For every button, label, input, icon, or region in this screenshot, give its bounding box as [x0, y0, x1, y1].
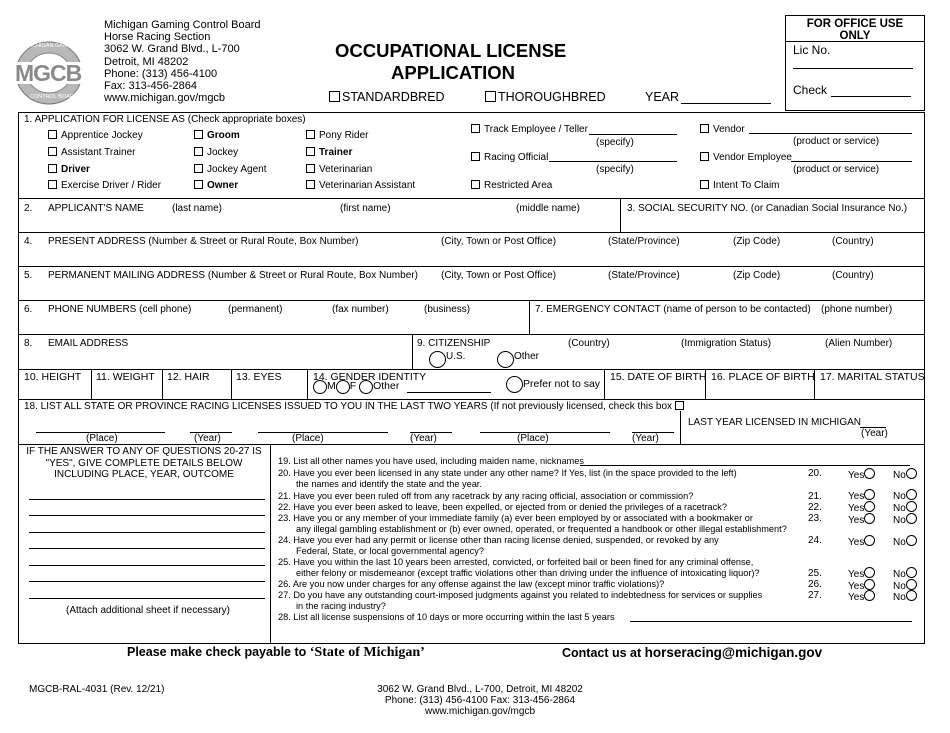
answer-num: 23.: [808, 513, 822, 524]
not-licensed-checkbox[interactable]: [675, 401, 684, 410]
answer-num: 21.: [808, 491, 822, 502]
dob-label: 15. DATE OF BIRTH: [610, 371, 707, 383]
opt-trainer[interactable]: [306, 147, 352, 159]
specify-label: (specify): [596, 137, 634, 148]
gender-m-radio[interactable]: [313, 380, 327, 394]
place-label: (Place): [517, 433, 549, 444]
yes-radio[interactable]: [864, 590, 875, 601]
opt-driver[interactable]: [48, 164, 90, 176]
label: Veterinarian Assistant: [319, 180, 416, 191]
thoroughbred-checkbox[interactable]: [485, 91, 496, 102]
immigration-status-label: (Immigration Status): [681, 338, 772, 349]
no-option[interactable]: [893, 468, 917, 482]
org-line: Phone: (313) 456-4100: [104, 67, 218, 80]
opt-jockey[interactable]: [194, 147, 238, 159]
lic-no-label: Lic No.: [793, 43, 831, 57]
gender-prefer-option[interactable]: [506, 376, 600, 393]
checkbox[interactable]: [700, 152, 709, 161]
opt-jockey-agent[interactable]: [194, 164, 266, 176]
no-radio[interactable]: [906, 468, 917, 479]
contact-email[interactable]: horseracing@michigan.gov: [644, 645, 823, 660]
gender-label: 14. GENDER IDENTITY: [313, 371, 427, 383]
question-28: 28. List all license suspensions of 10 days or more occurring within the last 5 years: [278, 612, 615, 622]
opt-pony-rider[interactable]: [306, 130, 368, 142]
label: Vendor: [713, 124, 745, 135]
no-radio[interactable]: [906, 489, 917, 500]
alien-number-label: (Alien Number): [825, 338, 893, 349]
no-radio[interactable]: [906, 590, 917, 601]
citizenship-us-option[interactable]: [429, 351, 465, 368]
check-field[interactable]: [831, 96, 911, 97]
year-field[interactable]: [681, 103, 771, 104]
state-label: (State/Province): [608, 236, 680, 247]
no-label: No: [893, 592, 906, 603]
vendor-field[interactable]: [749, 133, 912, 134]
citizenship-other-option[interactable]: [497, 351, 539, 368]
opt-groom[interactable]: [194, 130, 240, 142]
label: Apprentice Jockey: [61, 130, 143, 141]
gender-m-label: M: [327, 380, 336, 392]
mgcb-logo: [14, 40, 84, 106]
zip-label: (Zip Code): [733, 236, 781, 247]
question-24-cont: Federal, State, or local governmental agency?: [296, 546, 484, 556]
phone-label: PHONE NUMBERS (cell phone): [48, 304, 192, 315]
answer-num: 20.: [808, 468, 822, 479]
answer-num: 22.: [808, 502, 822, 513]
org-line: www.michigan.gov/mgcb: [104, 92, 226, 105]
question-21: 21. Have you ever been ruled off from any racetrack by any racing official, association or commission?: [278, 491, 694, 501]
checkbox[interactable]: [48, 164, 57, 173]
question-27-cont: in the racing industry?: [296, 601, 386, 611]
yes-label: Yes: [848, 470, 865, 481]
question-23: 23. Have you or any member of your immediate family (a) ever been employed by or associated with a bookmaker or: [278, 513, 753, 523]
details-line[interactable]: [29, 598, 265, 599]
prefer-not-label: Prefer not to say: [523, 378, 601, 390]
label: Assistant Trainer: [61, 147, 136, 158]
s1-heading: 1. APPLICATION FOR LICENSE AS (Check appropriate boxes): [24, 114, 306, 125]
opt-restricted-area[interactable]: [471, 180, 552, 192]
opt-exercise-driver[interactable]: [48, 180, 161, 192]
fax-label: (fax number): [332, 304, 389, 315]
footer-address: [360, 684, 600, 717]
no-label: No: [893, 470, 906, 481]
yes-option[interactable]: [848, 513, 875, 527]
instruction-line: IF THE ANSWER TO ANY OF QUESTIONS 20-27 IS: [26, 446, 262, 457]
payable-name: ‘State of Michigan’: [309, 645, 425, 660]
yes-radio[interactable]: [864, 501, 875, 512]
form-title-line2: APPLICATION: [391, 62, 516, 83]
no-label: No: [893, 515, 906, 526]
gender-other-radio[interactable]: [359, 380, 373, 394]
emergency-phone-label: (phone number): [821, 304, 893, 315]
no-radio[interactable]: [906, 513, 917, 524]
label: Restricted Area: [484, 180, 553, 191]
opt-track-employee[interactable]: [471, 124, 588, 136]
track-employee-field[interactable]: [589, 134, 677, 135]
country-label: (Country): [832, 236, 874, 247]
org-line: Detroit, MI 48202: [104, 55, 189, 68]
radio-icon[interactable]: [497, 351, 514, 368]
logo-ring-bottom: CONTROL BOARD: [30, 94, 78, 100]
org-line: Fax: 313-456-2864: [104, 80, 197, 93]
state-label: (State/Province): [608, 270, 680, 281]
label: Jockey: [207, 147, 239, 158]
opt-owner[interactable]: [194, 180, 238, 192]
q19-field[interactable]: [580, 465, 910, 466]
check-label: Check: [793, 83, 828, 97]
no-label: No: [893, 503, 906, 514]
payable-note: [127, 645, 425, 661]
mailing-address-label: PERMANENT MAILING ADDRESS (Number & Street or Rural Route, Box Number): [48, 270, 418, 281]
checkbox[interactable]: [306, 147, 315, 156]
answer-num: 27.: [808, 590, 822, 601]
racing-official-field[interactable]: [549, 161, 677, 162]
radio-icon[interactable]: [506, 376, 523, 393]
checkbox[interactable]: [48, 130, 57, 139]
last-year-mi-year-label: (Year): [861, 428, 888, 439]
label: Groom: [207, 130, 240, 141]
checkbox[interactable]: [194, 180, 203, 189]
row-num: 5.: [24, 270, 33, 281]
opt-apprentice-jockey[interactable]: [48, 130, 143, 142]
s18-heading-text: 18. LIST ALL STATE OR PROVINCE RACING LICENSES ISSUED TO YOU IN THE LAST TWO YEARS (If not previously licensed, check this box: [24, 401, 673, 412]
contact-note: [562, 645, 822, 661]
product-service-label: (product or service): [793, 136, 880, 147]
form-id: MGCB-RAL-4031 (Rev. 12/21): [29, 684, 165, 695]
opt-vendor-employee[interactable]: [700, 152, 792, 164]
yes-radio[interactable]: [864, 535, 875, 546]
yes-radio[interactable]: [864, 579, 875, 590]
office-use-title: FOR OFFICE USE ONLY: [806, 18, 904, 42]
yes-option[interactable]: [848, 468, 875, 482]
checkbox[interactable]: [306, 130, 315, 139]
question-24: 24. Have you ever had any permit or license other than racing license denied, suspended, or revoked by any: [278, 535, 719, 545]
ssn-label: 3. SOCIAL SECURITY NO. (or Canadian Social Insurance No.): [627, 203, 908, 214]
opt-racing-official[interactable]: [471, 152, 548, 164]
emergency-contact-label: 7. EMERGENCY CONTACT (name of person to be contacted): [535, 304, 811, 315]
details-line[interactable]: [29, 565, 265, 566]
question-22: 22. Have you ever been asked to leave, been expelled, or ejected from or denied the privileges of a racetrack?: [278, 502, 727, 512]
thoroughbred-label: THOROUGHBRED: [498, 90, 606, 104]
gender-options: [313, 380, 399, 394]
no-option[interactable]: [893, 535, 917, 549]
product-service-label: (product or service): [793, 164, 880, 175]
details-instructions: [22, 446, 266, 481]
checkbox[interactable]: [48, 180, 57, 189]
label: Exercise Driver / Rider: [61, 180, 162, 191]
email-label: EMAIL ADDRESS: [48, 338, 129, 349]
other-label: Other: [514, 351, 540, 362]
contact-prefix: Contact us at: [562, 646, 645, 660]
business-phone-label: (business): [424, 304, 471, 315]
present-address-label: PRESENT ADDRESS (Number & Street or Rural Route, Box Number): [48, 236, 359, 247]
standardbred-label: STANDARDBRED: [342, 90, 445, 104]
details-line[interactable]: [29, 581, 265, 582]
no-radio[interactable]: [906, 579, 917, 590]
no-label: No: [893, 569, 906, 580]
question-27: 27. Do you have any outstanding court-imposed judgments against you related to indebtedness for services or supplies: [278, 590, 763, 600]
citizenship-country-label: (Country): [568, 338, 610, 349]
no-label: No: [893, 581, 906, 592]
details-line[interactable]: [29, 532, 265, 533]
hair-label: 12. HAIR: [167, 371, 210, 383]
question-25: 25. Have you within the last 10 years been arrested, convicted, or forfeited bail or been fined for any criminal offense,: [278, 557, 754, 567]
year-label: (Year): [632, 433, 659, 444]
year-label: YEAR: [645, 90, 680, 104]
logo-ring-top: MICHIGAN GAMING: [26, 43, 78, 49]
question-23-cont: any illegal gambling establishment or (b) ever owned, operated, or frequented a handbook or other illegal establishment?: [296, 524, 787, 534]
lic-no-field[interactable]: [793, 68, 913, 69]
marital-label: 17. MARITAL STATUS: [820, 371, 925, 383]
checkbox[interactable]: [471, 180, 480, 189]
question-26: 26. Are you now under charges for any offense against the law (except minor traffic violations)?: [278, 579, 665, 589]
logo-text: MGCB: [15, 60, 82, 86]
row-num: 2.: [24, 203, 33, 214]
permanent-phone-label: (permanent): [228, 304, 283, 315]
no-label: No: [893, 491, 906, 502]
label: Intent To Claim: [713, 180, 780, 191]
yes-label: Yes: [848, 515, 865, 526]
thoroughbred-option[interactable]: [485, 90, 606, 104]
opt-vet-assistant[interactable]: [306, 180, 415, 192]
q28-field[interactable]: [630, 621, 912, 622]
no-radio[interactable]: [906, 501, 917, 512]
gender-f-label: F: [349, 380, 357, 392]
checkbox[interactable]: [48, 147, 57, 156]
first-name-label: (first name): [340, 203, 391, 214]
last-year-mi-label: LAST YEAR LICENSED IN MICHIGAN: [688, 417, 862, 428]
label: Driver: [61, 164, 90, 175]
footer-addr-line: www.michigan.gov/mgcb: [424, 706, 536, 717]
year-label: (Year): [410, 433, 437, 444]
city-label: (City, Town or Post Office): [441, 236, 557, 247]
specify-label: (specify): [596, 164, 634, 175]
radio-icon[interactable]: [429, 351, 446, 368]
last-name-label: (last name): [172, 203, 223, 214]
gender-other-label: Other: [373, 380, 400, 392]
question-20: 20. Have you ever been licensed in any state under any other name? If Yes, list (in the space provided to the left): [278, 468, 737, 478]
label: Jockey Agent: [207, 164, 267, 175]
footer-addr-line: Phone: (313) 456-4100 Fax: 313-456-2864: [384, 695, 576, 706]
eyes-label: 13. EYES: [236, 371, 282, 383]
answer-num: 26.: [808, 579, 822, 590]
middle-name-label: (middle name): [516, 203, 580, 214]
weight-label: 11. WEIGHT: [96, 371, 155, 383]
details-line[interactable]: [29, 499, 265, 500]
citizenship-label: 9. CITIZENSHIP: [417, 338, 491, 349]
standardbred-checkbox[interactable]: [329, 91, 340, 102]
city-label: (City, Town or Post Office): [441, 270, 557, 281]
label: Veterinarian: [319, 164, 373, 175]
applicant-name-label: APPLICANT'S NAME: [48, 203, 144, 214]
gender-other-field[interactable]: [407, 392, 491, 393]
no-label: No: [893, 537, 906, 548]
gender-f-radio[interactable]: [336, 380, 350, 394]
pob-label: 16. PLACE OF BIRTH: [711, 371, 815, 383]
height-label: 10. HEIGHT: [24, 371, 82, 383]
instruction-line: "YES", GIVE COMPLETE DETAILS BELOW: [45, 457, 243, 469]
attach-sheet-note: (Attach additional sheet if necessary): [66, 605, 230, 616]
no-radio[interactable]: [906, 535, 917, 546]
checkbox[interactable]: [306, 180, 315, 189]
org-line: Horse Racing Section: [104, 31, 211, 44]
opt-vendor[interactable]: [700, 124, 745, 136]
label: Track Employee / Teller: [484, 124, 588, 135]
checkbox[interactable]: [700, 124, 709, 133]
checkbox[interactable]: [306, 164, 315, 173]
place-label: (Place): [292, 433, 324, 444]
details-line[interactable]: [29, 548, 265, 549]
checkbox[interactable]: [194, 130, 203, 139]
yes-radio[interactable]: [864, 489, 875, 500]
question-20-cont: the names and identify the state and the year.: [296, 479, 482, 489]
label: Racing Official: [484, 152, 549, 163]
us-label: U.S.: [446, 351, 466, 362]
yes-label: Yes: [848, 503, 865, 514]
checkbox[interactable]: [194, 147, 203, 156]
label: Owner: [207, 180, 239, 191]
footer-addr-line: 3062 W. Grand Blvd., L-700, Detroit, MI 48202: [377, 684, 583, 695]
vendor-employee-field[interactable]: [791, 161, 912, 162]
no-option[interactable]: [893, 513, 917, 527]
yes-radio[interactable]: [864, 513, 875, 524]
answer-num: 24.: [808, 535, 822, 546]
instruction-line: INCLUDING PLACE, YEAR, OUTCOME: [54, 469, 234, 480]
payable-prefix: Please make check payable to: [127, 645, 310, 659]
question-19: 19. List all other names you have used, including maiden name, nicknames: [278, 456, 584, 466]
label: Pony Rider: [319, 130, 369, 141]
yes-label: Yes: [848, 592, 865, 603]
country-label: (Country): [832, 270, 874, 281]
opt-intent-to-claim[interactable]: [700, 180, 780, 192]
question-25-cont: either felony or misdemeanor (except traffic violations other than driving under the influence of intoxicating liquor)?: [296, 568, 760, 578]
checkbox[interactable]: [700, 180, 709, 189]
org-line: 3062 W. Grand Blvd., L-700: [104, 43, 240, 56]
year-label: (Year): [194, 433, 221, 444]
checkbox[interactable]: [194, 164, 203, 173]
yes-label: Yes: [848, 491, 865, 502]
standardbred-option[interactable]: [329, 90, 445, 104]
checkbox[interactable]: [471, 152, 480, 161]
s18-heading: [24, 401, 688, 413]
yes-label: Yes: [848, 569, 865, 580]
opt-assistant-trainer[interactable]: [48, 147, 135, 159]
yes-radio[interactable]: [864, 567, 875, 578]
org-line: Michigan Gaming Control Board: [104, 19, 261, 31]
yes-label: Yes: [848, 581, 865, 592]
label: Vendor Employee: [713, 152, 792, 163]
yes-radio[interactable]: [864, 468, 875, 479]
no-option[interactable]: [893, 590, 917, 604]
place-label: (Place): [86, 433, 118, 444]
details-line[interactable]: [29, 515, 265, 516]
answer-num: 25.: [808, 568, 822, 579]
no-radio[interactable]: [906, 567, 917, 578]
row-num: 6.: [24, 304, 33, 315]
yes-option[interactable]: [848, 535, 875, 549]
opt-veterinarian[interactable]: [306, 164, 372, 176]
label: Trainer: [319, 147, 353, 158]
checkbox[interactable]: [471, 124, 480, 133]
yes-label: Yes: [848, 537, 865, 548]
row-num: 8.: [24, 338, 33, 349]
row-num: 4.: [24, 236, 33, 247]
form-title-line1: OCCUPATIONAL LICENSE: [335, 40, 567, 61]
zip-label: (Zip Code): [733, 270, 781, 281]
org-address-block: [104, 19, 261, 104]
yes-option[interactable]: [848, 590, 875, 604]
